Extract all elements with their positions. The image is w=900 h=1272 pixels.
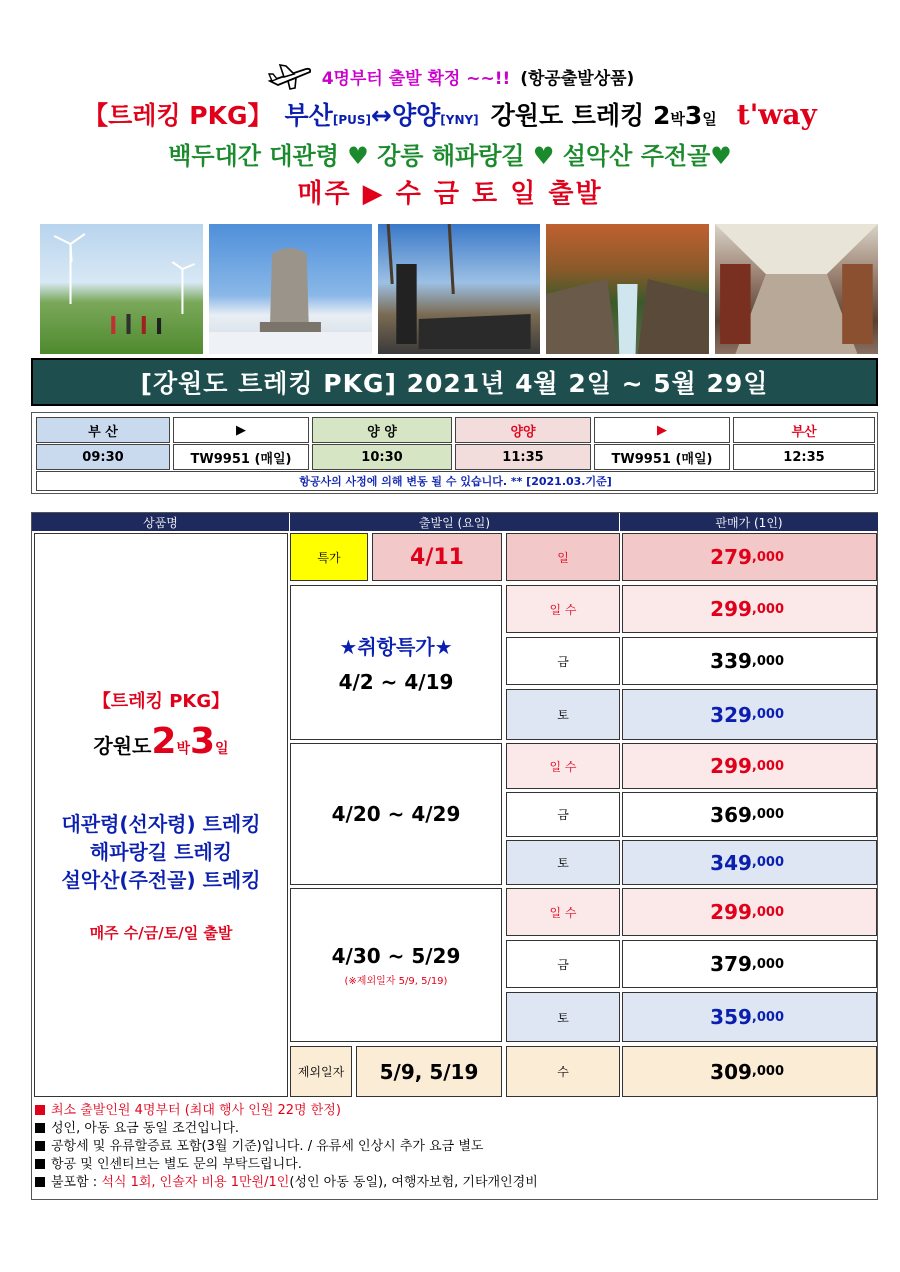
- note-item: [35, 1138, 874, 1156]
- note-item: [35, 1120, 874, 1138]
- row-price: [622, 637, 877, 685]
- price-thousands: ,000: [751, 707, 784, 722]
- special-date-cell: [372, 533, 502, 581]
- route-from-code: [PUS]: [332, 113, 371, 127]
- bullet-square-icon: [35, 1105, 45, 1115]
- sched-flight-out: TW9951 (매일): [173, 444, 309, 470]
- trek-item: 설악산(주전골) 트레킹: [61, 868, 261, 892]
- price-value: 309: [710, 1059, 752, 1084]
- price-thousands: ,000: [751, 1009, 784, 1025]
- sched-arrival-time: 10:30: [312, 444, 452, 470]
- row-day: 토: [506, 992, 620, 1042]
- price-value: 299: [710, 597, 752, 621]
- note-text: 최소 출발인원 4명부터 (최대 행사 인원 22명 한정): [51, 1103, 341, 1118]
- price-thousands: ,000: [751, 758, 784, 774]
- header-product: 상품명: [32, 513, 290, 531]
- sched-departure-time: 09:30: [36, 444, 170, 470]
- days-unit: 일: [702, 110, 717, 128]
- bullet-square-icon: [35, 1159, 45, 1169]
- product-days-num: 3: [189, 721, 216, 762]
- row-day: 금: [506, 940, 620, 988]
- header-price: 판매가 (1인): [620, 513, 878, 531]
- pkg-label: 【트레킹 PKG】: [83, 101, 273, 130]
- row-price: [622, 792, 877, 837]
- period-3: [290, 888, 502, 1042]
- price-thousands: ,000: [751, 904, 784, 920]
- price-value: 379: [710, 952, 752, 976]
- bullet-square-icon: [35, 1123, 45, 1133]
- price-value: 359: [710, 1005, 752, 1029]
- sched-return-departure-city: 양양: [455, 417, 591, 443]
- product-nights-num: 2: [151, 721, 177, 762]
- region: 강원도 트레킹: [490, 101, 645, 130]
- airplane-icon: [266, 61, 312, 91]
- row-day: 금: [506, 637, 620, 685]
- period-1-range: 4/2 ~ 4/19: [338, 670, 454, 694]
- bullet-square-icon: [35, 1177, 45, 1187]
- sched-flight-return: TW9951 (매일): [594, 444, 730, 470]
- route-to-code: [YNY]: [440, 113, 479, 127]
- page-header: [0, 58, 900, 210]
- route-from: 부산: [284, 101, 333, 130]
- sched-return-departure-time: 11:35: [455, 444, 591, 470]
- price-table: [31, 512, 878, 1200]
- product-info: [34, 533, 288, 1097]
- note-item: [35, 1102, 874, 1120]
- trek-item: 해파랑길 트레킹: [89, 840, 233, 864]
- period-1: [290, 585, 502, 740]
- product-treks: [61, 810, 260, 894]
- trip-title: [491, 96, 717, 132]
- nights-unit: 박: [670, 110, 685, 128]
- row-price: [622, 940, 877, 988]
- special-date: 4/11: [410, 544, 464, 570]
- photo-valley-waterfall: [546, 224, 709, 354]
- product-pkg-label: 【트레킹 PKG】: [92, 691, 230, 712]
- price-thousands: ,000: [751, 807, 784, 822]
- highlights: 백두대간 대관령 ♥ 강릉 해파랑길 ♥ 설악산 주전골♥: [168, 141, 732, 170]
- row-day: 일 수: [506, 888, 620, 936]
- min-people-notice: 4명부터 출발 확정 ~~!!: [321, 68, 511, 89]
- product-region: 강원도: [93, 734, 152, 758]
- period-banner: [강원도 트레킹 PKG] 2021년 4월 2일 ~ 5월 29일: [31, 358, 878, 406]
- bullet-square-icon: [35, 1141, 45, 1151]
- row-day: 토: [506, 689, 620, 740]
- note-text: 공항세 및 유류할증료 포함(3월 기준)입니다. / 유류세 인상시 추가 요금 별도: [51, 1139, 484, 1154]
- note-item: [35, 1156, 874, 1174]
- photo-trail-sign: [378, 224, 541, 354]
- header-line-1: [0, 58, 900, 94]
- row-price: [622, 888, 877, 936]
- special-day: 일: [506, 533, 620, 581]
- excluded-price: [622, 1046, 877, 1097]
- note-label: 불포함 :: [51, 1175, 98, 1190]
- nights-num: 2: [652, 101, 671, 130]
- sched-arrow-2: ▶: [594, 417, 730, 443]
- days-num: 3: [684, 101, 703, 130]
- product-weekly: 매주 수/금/토/일 출발: [89, 924, 233, 942]
- period-1-title: ★취항특가★: [339, 635, 453, 659]
- airline-logo: t'way: [736, 97, 817, 131]
- photo-market: [715, 224, 878, 354]
- row-price: [622, 840, 877, 885]
- header-departure: 출발일 (요일): [290, 513, 620, 531]
- header-line-2: [0, 94, 900, 134]
- price-thousands: ,000: [751, 601, 784, 617]
- period-3-note: (※제외일자 5/9, 5/19): [344, 975, 448, 987]
- row-price: [622, 743, 877, 789]
- row-price: [622, 585, 877, 633]
- period-3-range: 4/30 ~ 5/29: [331, 943, 461, 968]
- price-thousands: ,000: [751, 653, 784, 669]
- sched-arrow-1: ▶: [173, 417, 309, 443]
- note-item: [35, 1174, 874, 1192]
- route-to: 양양: [391, 101, 441, 130]
- row-day: 토: [506, 840, 620, 885]
- price-value: 329: [710, 702, 752, 727]
- special-price: [622, 533, 877, 581]
- sched-return-arrival-city: 부산: [733, 417, 875, 443]
- flight-schedule: [31, 412, 878, 494]
- special-tag: 특가: [290, 533, 368, 581]
- price-value: 299: [710, 900, 752, 924]
- photo-strip: [40, 224, 878, 354]
- excluded-dates: 5/9, 5/19: [356, 1046, 502, 1097]
- price-thousands: ,000: [751, 549, 784, 565]
- price-value: 279: [710, 545, 752, 569]
- schedule-note: 항공사의 사정에 의해 변동 될 수 있습니다. ** [2021.03.기준]: [36, 471, 875, 491]
- photo-wind-turbines: [40, 224, 203, 354]
- excluded-tag: 제외일자: [290, 1046, 352, 1097]
- product-days-unit: 일: [215, 741, 229, 757]
- note-rest: (성인 아동 동일), 여행자보험, 기타개인경비: [289, 1175, 538, 1190]
- row-price: [622, 992, 877, 1042]
- sched-departure-city: 부 산: [36, 417, 170, 443]
- departure-days: 매주 ▶ 수 금 토 일 출발: [297, 178, 603, 209]
- row-day: 금: [506, 792, 620, 837]
- product-nights-unit: 박: [176, 741, 190, 757]
- price-thousands: ,000: [751, 956, 784, 972]
- sched-return-arrival-time: 12:35: [733, 444, 875, 470]
- trek-item: 대관령(선자령) 트레킹: [61, 812, 261, 836]
- period-2-range: 4/20 ~ 4/29: [331, 802, 461, 826]
- product-title: [93, 721, 228, 762]
- price-value: 299: [710, 754, 752, 778]
- route: [285, 96, 479, 132]
- note-excluded-items: 석식 1회, 인솔자 비용 1만원/1인: [101, 1175, 290, 1190]
- excluded-day: 수: [506, 1046, 620, 1097]
- route-arrow: ↔: [371, 101, 392, 130]
- note-text: 항공 및 인센티브는 별도 문의 부탁드립니다.: [51, 1157, 302, 1172]
- row-day: 일 수: [506, 585, 620, 633]
- price-value: 349: [710, 850, 752, 875]
- notes: [35, 1102, 874, 1192]
- photo-stone-monument: [209, 224, 372, 354]
- price-thousands: ,000: [751, 1064, 784, 1079]
- price-value: 339: [710, 649, 752, 673]
- price-value: 369: [710, 802, 752, 827]
- sched-arrival-city: 양 양: [312, 417, 452, 443]
- product-type: (항공출발상품): [520, 68, 635, 89]
- note-text: 성인, 아동 요금 동일 조건입니다.: [51, 1121, 240, 1136]
- price-thousands: ,000: [751, 855, 784, 870]
- row-day: 일 수: [506, 743, 620, 789]
- row-price: [622, 689, 877, 740]
- period-2: [290, 743, 502, 885]
